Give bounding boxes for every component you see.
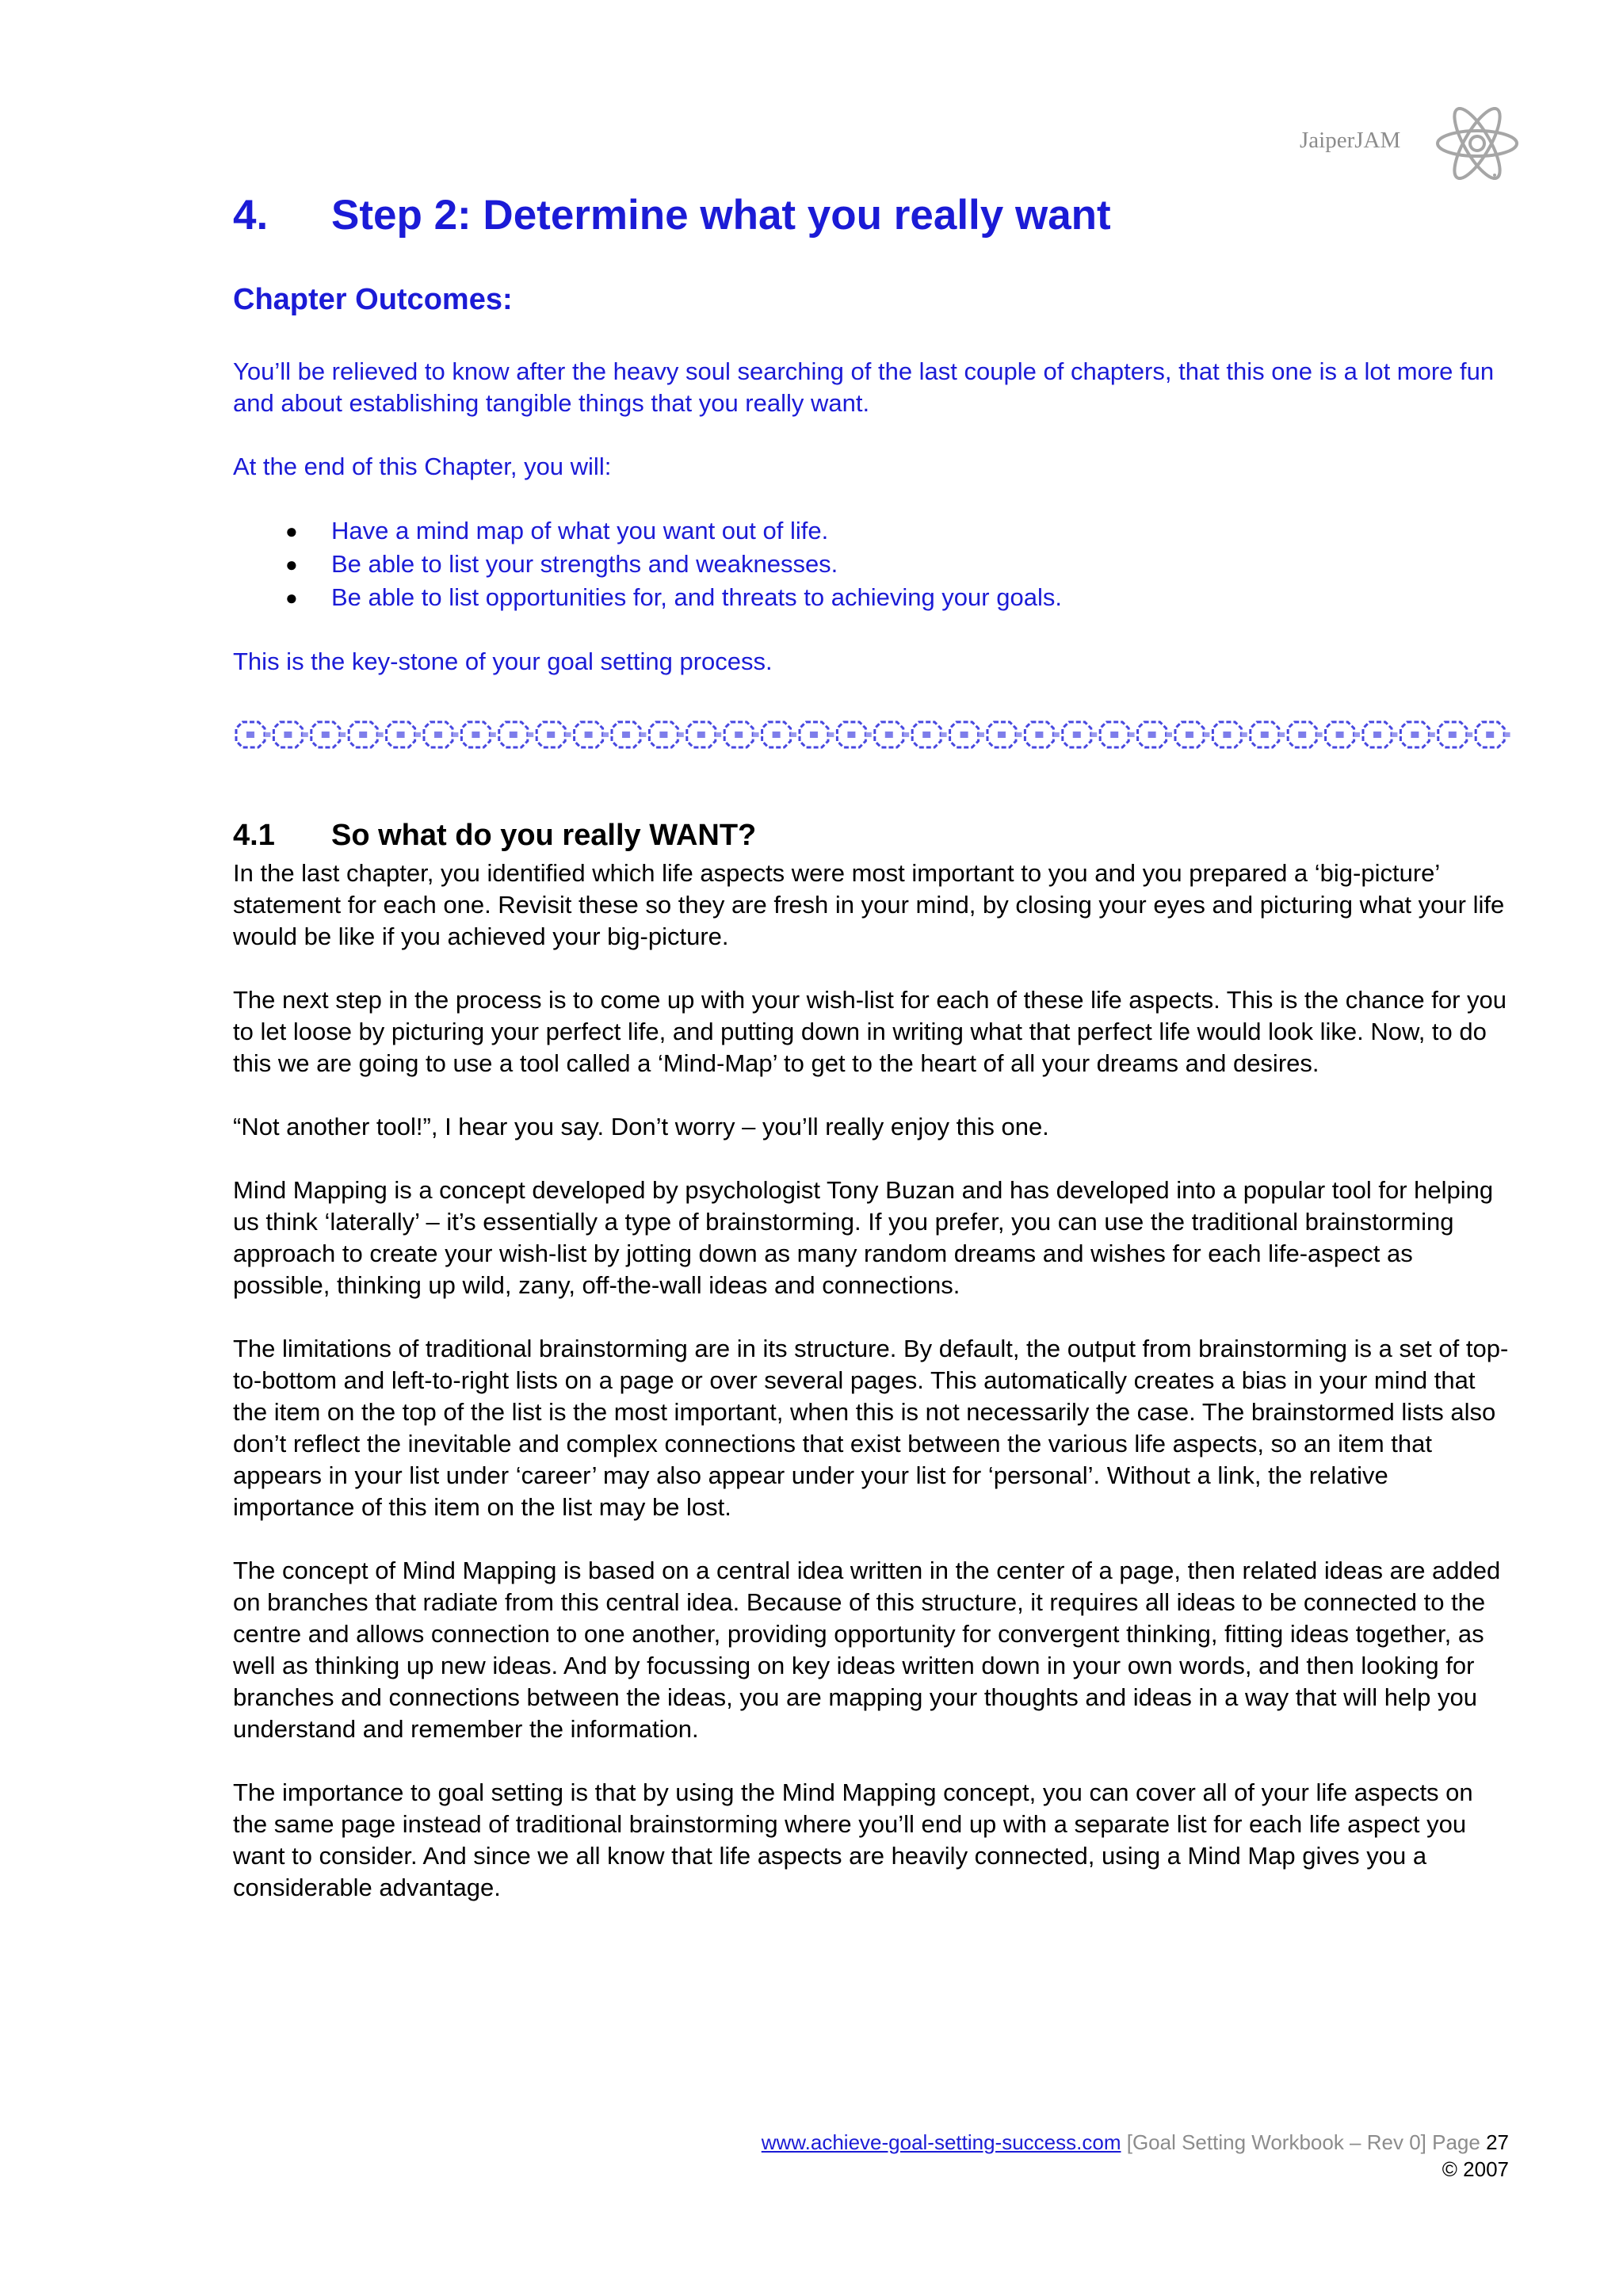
footer-line — [233, 2129, 1509, 2156]
body-paragraph: In the last chapter, you identified which life aspects were most important to you and you prepared a ‘big-picture’ statement for each one. Revisit these so they are fresh in your mind, by closing your eyes and picturing what your life would be like if you achieved your big-picture. — [233, 858, 1505, 950]
chapter-number: 4. — [233, 192, 269, 239]
list-item-text: Be able to list opportunities for, and threats to achieving your goals. — [331, 583, 1062, 612]
section-number: 4.1 — [233, 819, 275, 853]
body-paragraph: The limitations of traditional brainstorming are in its structure. By default, the output from brainstorming is a set of top-to-bottom and left-to-right lists on a page or over several pages. This automatically creates a bias in your mind that the item on the top of the list is the most important, when this is not necessarily the case. The brainstormed lists also don’t reflect the inevitable and complex connections that exist between the various life aspects, so an item that appears in your list under ‘career’ may also appear under your list for ‘personal’. Without a link, the relative importance of this item on the list may be lost. — [233, 1334, 1509, 1521]
logo-text: JaiperJAM — [1300, 128, 1401, 153]
outcomes-list — [233, 514, 1509, 614]
section-heading — [233, 818, 1509, 854]
atom-icon — [1433, 107, 1522, 180]
list-item — [233, 581, 1509, 614]
page-label: Page — [1432, 2130, 1480, 2154]
list-item-text: Have a mind map of what you want out of life. — [331, 517, 829, 545]
section-title: So what do you really WANT? — [331, 819, 757, 853]
bullet-icon: ● — [285, 519, 298, 544]
workbook-label: [Goal Setting Workbook – Rev 0] — [1126, 2130, 1426, 2154]
body-paragraph: The concept of Mind Mapping is based on a central idea written in the center of a page, then related ideas are added on branches that radiate from this central idea. Because of this structure, it requires all ideas to be connected to the centre and allows connection to one another, providing opportunity for convergent thinking, fitting ideas together, as well as thinking up new ideas. And by focussing on key ideas written down in your own words, and then looking for branches and connections between the ideas, you are mapping your thoughts and ideas in a way that will help you understand and remember the information. — [233, 1556, 1501, 1743]
jaiperjam-logo — [1300, 107, 1522, 180]
chapter-intro: You’ll be relieved to know after the heavy soul searching of the last couple of chapters, that this one is a lot more fun and about establishing tangible things that you really want. — [233, 357, 1495, 418]
body-paragraph: “Not another tool!”, I hear you say. Don’t worry – you’ll really enjoy this one. — [233, 1112, 1049, 1140]
list-item — [233, 514, 1509, 548]
chapter-heading — [233, 190, 1509, 241]
chapter-lead-in: At the end of this Chapter, you will: — [233, 453, 612, 481]
chapter-outcomes-heading: Chapter Outcomes: — [233, 282, 513, 316]
page-footer — [233, 2129, 1509, 2183]
website-link[interactable]: www.achieve-goal-setting-success.com — [761, 2130, 1121, 2154]
list-item-text: Be able to list your strengths and weaknesses. — [331, 550, 838, 579]
list-item — [233, 548, 1509, 581]
keystone-statement: This is the key-stone of your goal setting process. — [233, 648, 773, 676]
chapter-title: Step 2: Determine what you really want — [331, 192, 1111, 239]
bullet-icon: ● — [285, 552, 298, 577]
bullet-icon: ● — [285, 586, 298, 610]
body-paragraph: The importance to goal setting is that by using the Mind Mapping concept, you can cover all of your life aspects on the same page instead of traditional brainstorming where you’ll end up with a separate list for each life aspect you want to consider. And since we all know that life aspects are heavily connected, using a Mind Map gives you a considerable advantage. — [233, 1778, 1473, 1901]
copyright: © 2007 — [1442, 2157, 1509, 2181]
body-paragraph: The next step in the process is to come up with your wish-list for each of these life aspects. This is the chance for you to let loose by picturing your perfect life, and putting down in writing what that perfect life would look like. Now, to do this we are going to use a tool called a ‘Mind-Map’ to get to the heart of all your dreams and desires. — [233, 985, 1507, 1077]
body-paragraph: Mind Mapping is a concept developed by psychologist Tony Buzan and has developed into a popular tool for helping us think ‘laterally’ – it’s essentially a type of brainstorming. If you prefer, you can use the traditional brainstorming approach to create your wish-list by jotting down as many random dreams and wishes for each life-aspect as possible, thinking up wild, zany, off-the-wall ideas and connections. — [233, 1175, 1494, 1299]
page-number: 27 — [1486, 2130, 1509, 2154]
decorative-divider — [233, 717, 1510, 752]
